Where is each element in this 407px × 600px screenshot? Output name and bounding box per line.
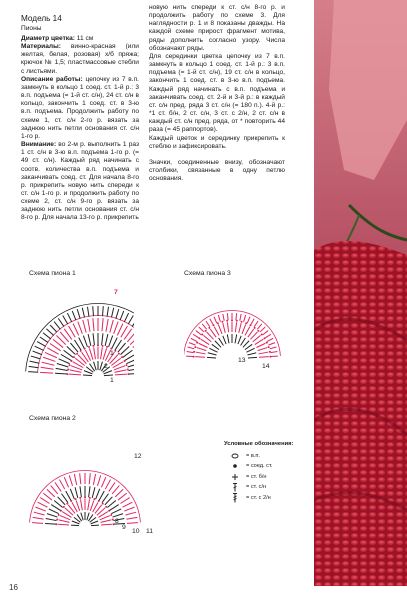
stitch-mark: [103, 348, 107, 359]
row-number: 1: [110, 350, 114, 357]
slip-stitch-mark: [217, 322, 219, 324]
stitch-mark: [212, 344, 219, 349]
stitch-mark: [47, 514, 57, 517]
paragraph: Значки, соединенные внизу, обозначают столбики, связанные в одну петлю основания.: [149, 158, 285, 183]
stitch-mark: [35, 346, 44, 350]
stitch-mark: [270, 352, 277, 353]
stitch-mark: [187, 352, 194, 353]
slip-stitch-mark: [93, 498, 95, 500]
slip-stitch-mark: [194, 346, 196, 348]
stitch-mark: [55, 373, 67, 374]
paragraph: новую нить спереди к ст. с/н 8-го р. и продолжить работу по схеме 3. Для наглядности р. 1 и 8 показаны дважды. На каждой схеме прирост фрагмент мотива, ряды дополнить согласно узору. Числа обозначают ряды.: [149, 4, 285, 52]
stitch-mark: [82, 308, 84, 318]
stitch-mark: [31, 356, 41, 359]
stitch-mark: [242, 325, 246, 334]
stitch-mark: [105, 334, 108, 346]
stitch-mark: [123, 502, 133, 507]
legend-title: Условные обозначения:: [224, 441, 294, 447]
stitch-mark: [43, 493, 52, 500]
stitch-mark: [43, 333, 51, 339]
stitch-mark: [210, 319, 213, 325]
stitch-mark: [91, 525, 99, 526]
stitch-mark: [41, 367, 54, 369]
stitch-mark: [199, 343, 208, 347]
stitch-mark: [89, 348, 93, 359]
row-number: 1: [110, 377, 114, 384]
stitch-mark: [223, 314, 224, 321]
stitch-mark: [241, 338, 246, 346]
stitch-mark: [89, 486, 90, 497]
stitch-mark: [258, 348, 268, 351]
peony-photo: [314, 0, 407, 586]
row-number: 8: [115, 518, 119, 525]
slip-stitch-mark: [201, 333, 203, 335]
stitch-mark: [105, 480, 110, 490]
paragraph: Для серединки цветка цепочку из 7 в.п. замкнуть в кольцо 1 соед. ст. 1-й р.: 3 в.п. подъема (= 1-й ст. с/н), 19 ст. с/н в кольцо, закончить 1 соед. ст. в 3-ю в.п. подъема. Каждый ряд начинать с в.п. подъема и заканчивать соед. ст. 2-й и 3-й р.: в каждый ст. с/н пред. ряда 3 ст. с/н (= 180 п.). 4-й р.: *1 ст. б/н, 2 ст. с/н, 3 ст. с 2/н, 2 ст. с/н в каждый ст. с/н пред. ряда, от * повторить 44 раза (= 45 раппортов).: [149, 52, 285, 134]
stitch-mark: [56, 368, 68, 370]
stitch-mark: [102, 318, 103, 331]
stitch-mark: [239, 323, 241, 333]
stitch-mark: [97, 475, 100, 486]
stitch-mark: [128, 364, 134, 367]
stitch-mark: [69, 475, 72, 486]
stitch-mark: [94, 362, 97, 371]
stitch-mark: [129, 368, 134, 370]
single-crochet-icon: [224, 473, 246, 481]
legend-item: [224, 472, 324, 483]
stitch-mark: [267, 338, 273, 341]
stitch-mark: [92, 487, 95, 498]
stitch-mark: [74, 474, 76, 485]
slip-stitch-mark: [76, 353, 78, 355]
stitch-mark: [101, 347, 103, 359]
stitch-mark: [46, 329, 53, 336]
stitch-mark: [214, 327, 219, 336]
stitch-mark: [203, 335, 211, 341]
stitch-mark: [93, 306, 94, 316]
legend-text: = соед. ст.: [246, 463, 273, 470]
stitch-mark: [236, 313, 237, 320]
stitch-mark: [196, 352, 206, 354]
stitch-mark: [70, 370, 82, 373]
slip-stitch-mark: [196, 342, 198, 344]
slip-stitch-mark: [125, 364, 127, 366]
paragraph-text: цепочку из 7 в.п. замкнуть в кольцо 1 соед. ст. 1-й р.: 3 в.п. подъема (= 1-й ст. с/н), 24 ст. с/н в кольцо, закончить 1 соед. ст. в 3-ю в.п. подъема. Продолжить работу по схеме 1, ст. с/н 2-го р. вязать за заднюю нить петли основания ст. с/н 1-го р.: [21, 75, 140, 140]
stitch-mark: [132, 318, 134, 326]
stitch-mark: [218, 315, 220, 322]
stitch-mark: [40, 498, 49, 504]
stitch-mark: [96, 489, 100, 499]
stitch-mark: [207, 332, 214, 339]
page-number: 16: [9, 583, 18, 592]
stitch-mark: [256, 343, 265, 347]
stitch-mark: [238, 336, 241, 344]
stitch-mark: [93, 474, 95, 485]
stitch-mark: [246, 348, 254, 352]
stitch-mark: [207, 357, 216, 358]
stitch-mark: [247, 317, 250, 323]
legend-item: [224, 451, 324, 462]
stitch-mark: [235, 322, 236, 332]
stitch-mark: [88, 499, 90, 510]
legend-item: [224, 482, 324, 493]
stitch-mark: [101, 524, 112, 525]
stitch-mark: [210, 329, 216, 337]
stitch-mark: [34, 512, 45, 515]
stitch-mark: [189, 343, 196, 345]
stitch-mark: [45, 523, 56, 524]
stitch-mark: [113, 514, 123, 517]
stitch-mark: [72, 311, 76, 320]
stitch-mark: [115, 374, 127, 375]
row-number: 7: [114, 289, 118, 296]
stitch-mark: [70, 489, 74, 499]
stitch-mark: [245, 344, 252, 349]
stitch-mark: [124, 313, 128, 322]
slip-stitch-mark: [106, 346, 108, 348]
stitch-mark: [255, 339, 263, 344]
stitch-mark: [253, 335, 261, 341]
stitch-mark: [109, 482, 115, 491]
stitch-mark: [245, 327, 250, 336]
paragraph-text: во 2-м р. выполнить 1 раз 1 ст. с/н в 3-ю в.п. подъема 1-го р. (= 49 ст. с/н). Каждый ряд начинать с соотв. количества в.п. подъема и заканчивать соед. ст. Для начала 8-го р. прикрепить новую нить спереди к ст. с/н 1-го р. и продолжить работу по схеме 2, ст. с/н 9-го р. вязать за заднюю нить петли основания ст. с/н 8-го р. Для начала 13-го р. прикрепить: [21, 141, 139, 222]
stitch-mark: [120, 498, 129, 504]
paragraph-label: Описание работы:: [21, 75, 83, 83]
stitch-mark: [71, 525, 79, 526]
row-number: 12: [134, 453, 142, 460]
stitch-mark: [251, 319, 254, 325]
stitch-mark: [250, 332, 257, 339]
stitch-mark: [112, 486, 119, 494]
stitch-mark: [227, 313, 228, 320]
stitch-mark: [99, 491, 104, 501]
stitch-mark: [49, 509, 59, 514]
paragraph-spacer: [149, 151, 285, 159]
stitch-mark: [117, 324, 123, 336]
paragraph-label: Материалы:: [21, 43, 61, 51]
stitch-mark: [270, 347, 277, 349]
stitch-mark: [37, 342, 46, 347]
stitch-mark: [257, 324, 262, 329]
stitch-mark: [81, 513, 83, 521]
stitch-mark: [30, 361, 40, 363]
double-crochet-icon: [224, 483, 246, 492]
stitch-mark: [124, 507, 134, 511]
stitch-mark: [115, 489, 123, 497]
stitch-mark: [83, 336, 87, 347]
stitch-mark: [72, 521, 79, 524]
stitch-mark: [87, 307, 89, 317]
text-column-middle: [149, 4, 285, 183]
slip-stitch-mark: [261, 333, 263, 335]
stitch-mark: [83, 320, 86, 333]
slip-stitch-mark: [58, 514, 60, 516]
slip-stitch-mark: [118, 353, 120, 355]
stitch-mark: [38, 502, 48, 507]
row-number: 10: [132, 528, 140, 535]
stitch-mark: [126, 517, 137, 519]
legend-item: [224, 493, 324, 504]
stitch-mark: [265, 334, 271, 338]
paragraph: [21, 43, 139, 76]
stitch-mark: [208, 353, 217, 355]
stitch-mark: [268, 343, 275, 345]
paragraph-text: винно-красная (или желтая, белая, розовая) х/б пряжа; крючок № 1,5; пластмассовые стебли с листьями.: [21, 43, 139, 75]
stitch-mark: [109, 336, 113, 347]
chain-stitch-icon: [224, 453, 246, 459]
stitch-mark: [118, 493, 127, 500]
stitch-mark: [67, 313, 71, 322]
stitch-mark: [50, 325, 57, 332]
slip-stitch-mark: [245, 322, 247, 324]
stitch-mark: [59, 480, 64, 490]
legend-text: = ст. б/н: [246, 473, 267, 480]
stitch-mark: [45, 352, 57, 357]
stitch-mark: [47, 489, 55, 497]
stitch-mark: [91, 521, 98, 524]
stitch-mark: [73, 324, 79, 336]
slip-stitch-mark: [257, 330, 259, 332]
stitch-mark: [240, 314, 241, 321]
stitch-mark: [115, 370, 127, 373]
row-number: 13: [238, 357, 246, 364]
slip-stitch-mark: [75, 498, 77, 500]
stitch-mark: [227, 322, 228, 332]
stitch-mark: [215, 341, 221, 348]
stitch-mark: [40, 337, 48, 343]
stitch-mark: [51, 486, 58, 494]
stitch-mark: [209, 348, 217, 352]
stitch-mark: [87, 513, 89, 521]
paragraph: [21, 35, 139, 43]
stitch-mark: [28, 372, 38, 373]
stitch-mark: [235, 334, 237, 343]
slip-stitch-mark: [105, 506, 107, 508]
stitch-mark: [90, 501, 94, 511]
stitch-mark: [196, 331, 202, 335]
paragraph-label: Диаметр цветка:: [21, 35, 75, 42]
stitch-mark: [109, 505, 118, 511]
stitch-mark: [35, 507, 45, 511]
stitch-mark: [116, 309, 119, 319]
stitch-mark: [93, 333, 94, 345]
stitch-mark: [42, 362, 55, 365]
stitch-mark: [188, 347, 195, 349]
stitch-mark: [128, 316, 133, 325]
stitch-mark: [263, 331, 269, 335]
stitch-mark: [114, 322, 119, 334]
stitch-mark: [76, 501, 80, 511]
stitch-mark: [248, 329, 254, 337]
legend-text: = в.п.: [246, 452, 260, 459]
stitch-mark: [93, 318, 94, 331]
slip-stitch-mark: [69, 364, 71, 366]
stitch-mark: [88, 319, 90, 332]
stitch-mark: [61, 494, 67, 503]
slip-stitch-mark: [208, 327, 210, 329]
stitch-mark: [127, 523, 138, 524]
stitch-mark: [129, 373, 134, 374]
stitch-mark: [101, 520, 112, 523]
stitch-mark: [78, 355, 86, 364]
stitch-mark: [191, 338, 197, 341]
stitch-mark: [206, 321, 210, 327]
stitch-mark: [54, 322, 60, 330]
row-number: 11: [146, 528, 154, 535]
text-column-left: [21, 14, 139, 223]
stitch-mark: [199, 327, 204, 332]
stitch-mark: [29, 366, 39, 367]
model-subtitle: Пионы: [21, 25, 42, 32]
stitch-mark: [102, 494, 108, 503]
paragraph: [21, 141, 139, 223]
stitch-mark: [88, 334, 91, 346]
stitch-mark: [247, 353, 256, 355]
stitch-mark: [69, 374, 81, 375]
treble-crochet-icon: [224, 493, 246, 503]
stitch-mark: [66, 491, 71, 501]
row-number: 9: [122, 524, 126, 531]
slip-stitch-mark: [266, 342, 268, 344]
crochet-diagram-peony-1: [14, 284, 134, 394]
row-number: 14: [262, 363, 270, 370]
stitch-mark: [223, 336, 226, 344]
stitch-mark: [57, 364, 68, 367]
stitch-mark: [259, 352, 269, 354]
stitch-mark: [126, 359, 134, 364]
stitch-mark: [111, 509, 121, 514]
stitch-mark: [106, 319, 108, 332]
stitch-mark: [102, 333, 103, 345]
stitch-mark: [78, 322, 83, 334]
model-title: Модель 14: [21, 14, 62, 23]
stitch-mark: [110, 320, 113, 333]
stitch-mark: [248, 357, 257, 358]
legend-text: = ст. с 2/н: [246, 494, 271, 501]
stitch-mark: [126, 512, 137, 515]
paragraph-label: Внимание:: [21, 141, 57, 149]
stitch-mark: [64, 477, 68, 487]
stitch-mark: [202, 324, 207, 329]
stitch-mark: [120, 311, 124, 320]
stitch-mark: [254, 321, 258, 327]
stitch-mark: [260, 327, 265, 332]
stitch-mark: [89, 473, 90, 484]
stitch-mark: [94, 347, 96, 359]
row-number: 2: [104, 363, 108, 370]
stitch-mark: [59, 359, 70, 364]
stitch-mark: [107, 307, 109, 317]
slip-stitch-mark: [254, 327, 256, 329]
stitch-mark: [51, 505, 60, 511]
stitch-mark: [193, 334, 199, 338]
stitch-mark: [101, 477, 105, 487]
stitch-mark: [103, 306, 104, 316]
stitch-mark: [59, 520, 70, 523]
stitch-mark: [75, 487, 78, 498]
stitch-mark: [47, 348, 58, 354]
stitch-mark: [79, 338, 84, 349]
diagram-label-peony-1: Схема пиона 1: [29, 270, 76, 277]
slip-stitch-mark: [102, 503, 104, 505]
stitch-mark: [33, 351, 42, 355]
paragraph-text: 11 см: [74, 35, 94, 42]
stitch-mark: [197, 348, 207, 351]
slip-stitch-mark: [241, 321, 243, 323]
stitch-mark: [46, 519, 57, 521]
stitch-mark: [112, 338, 117, 349]
stitch-mark: [32, 523, 43, 524]
stitch-legend: [224, 439, 324, 504]
diagram-label-peony-3: Схема пиона 3: [184, 270, 231, 277]
stitch-mark: [55, 482, 61, 491]
stitch-mark: [104, 375, 113, 376]
legend-text: = ст. с/н: [246, 484, 267, 491]
slip-stitch-mark: [63, 506, 65, 508]
stitch-mark: [195, 357, 205, 358]
slip-stitch-mark: [221, 321, 223, 323]
crochet-diagram-peony-2: [27, 430, 147, 538]
stitch-mark: [201, 339, 209, 344]
slip-stitch-mark: [205, 330, 207, 332]
stitch-mark: [40, 372, 53, 373]
slip-stitch-mark: [88, 346, 90, 348]
stitch-mark: [243, 341, 249, 348]
stitch-mark: [33, 517, 44, 519]
stitch-mark: [63, 316, 68, 325]
stitch-mark: [100, 362, 103, 371]
stitch-mark: [80, 486, 81, 497]
stitch-mark: [58, 318, 64, 326]
stitch-mark: [80, 499, 82, 510]
slip-stitch-icon: [224, 463, 246, 469]
legend-item: [224, 461, 324, 472]
stitch-mark: [83, 375, 92, 376]
stitch-mark: [58, 524, 69, 525]
stitch-mark: [43, 357, 55, 361]
paragraph: Каждый цветок и серединку прикрепить к стеблю и зафиксировать.: [149, 134, 285, 150]
stitch-mark: [227, 334, 229, 343]
slip-stitch-mark: [110, 514, 112, 516]
crochet-diagram-peony-3: [184, 285, 284, 365]
stitch-mark: [77, 309, 80, 319]
stitch-mark: [111, 308, 113, 318]
stitch-mark: [219, 338, 224, 346]
stitch-mark: [214, 317, 217, 323]
stitch-mark: [259, 357, 269, 358]
slip-stitch-mark: [268, 346, 270, 348]
stitch-mark: [80, 473, 81, 484]
diagram-label-peony-2: Схема пиона 2: [29, 415, 76, 422]
stitch-mark: [218, 325, 222, 334]
stitch-mark: [223, 323, 225, 333]
paragraph: [21, 76, 139, 141]
slip-stitch-mark: [66, 503, 68, 505]
stitch-mark: [244, 315, 246, 322]
